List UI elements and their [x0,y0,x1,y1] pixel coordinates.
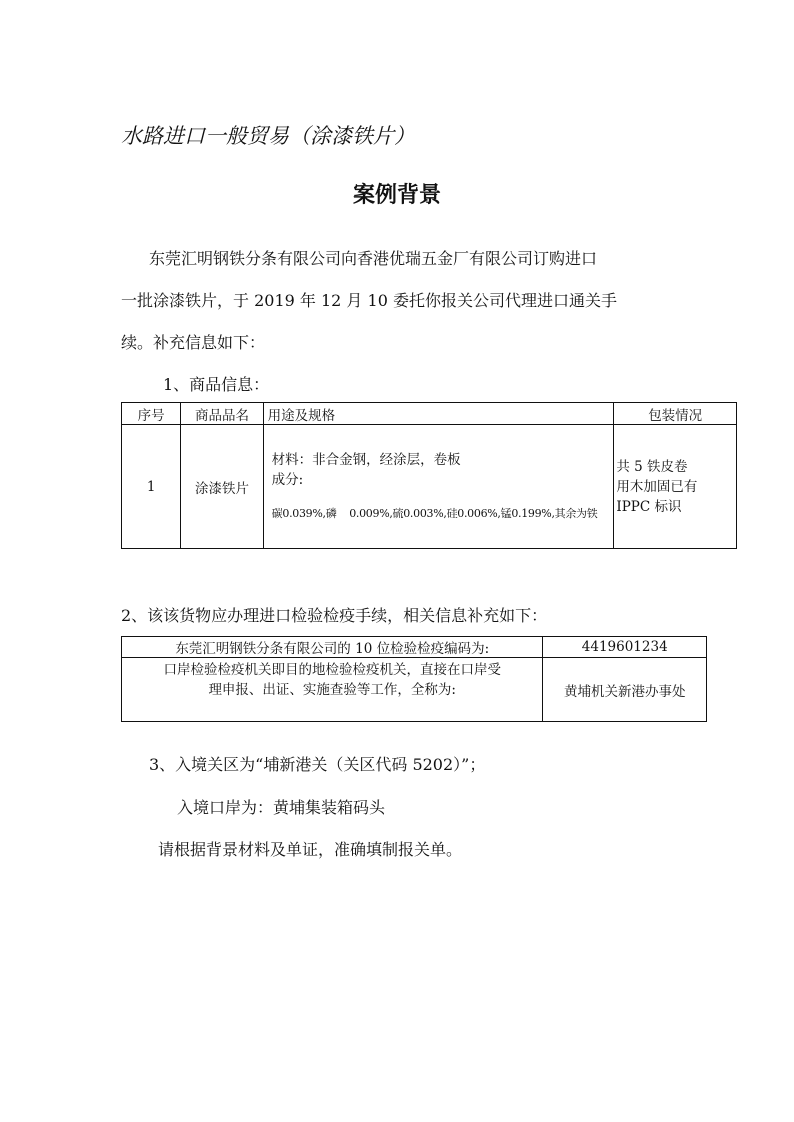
cell-packing [614,425,737,549]
packing-line-2: 用木加固已有 [616,478,698,495]
goods-table [121,402,737,549]
header-spec: 用途及规格 [263,403,614,425]
spec-composition: 碳0.039%,磷 0.009%,硫0.003%,硅0.006%,锰0.199%,其余为铁 [271,506,598,520]
cell-spec [263,425,614,549]
header-no: 序号 [122,403,181,425]
document-title: 水路进口一般贸易（涂漆铁片） [121,124,415,148]
section-heading: 案例背景 [352,183,441,208]
inspection-code-label: 东莞汇明钢铁分条有限公司的 10 位检验检疫编码为: [122,637,543,658]
intro-line-3: 续。补充信息如下： [121,333,266,352]
goods-table-header-row [122,403,737,425]
spec-composition-label: 成分: [271,471,304,488]
inspection-authority-line-2: 理申报、出证、实施查验等工作，全称为: [208,682,456,698]
cell-name: 涂漆铁片 [181,425,263,549]
intro-line-2: 一批涂漆铁片，于 2019 年 12 月 10 委托你报关公司代理进口通关手 [121,291,617,310]
header-packing: 包装情况 [614,403,737,425]
cell-no: 1 [122,425,181,549]
inspection-authority-line-1: 口岸检验检疫机关即目的地检验检疫机关，直接在口岸受 [163,662,501,678]
inspection-table [121,636,707,722]
table-row [122,658,707,722]
section2-label: 2、该该货物应办理进口检验检疫手续，相关信息补充如下： [121,606,548,625]
table-row [122,425,737,549]
intro-line-1: 东莞汇明钢铁分条有限公司向香港优瑞五金厂有限公司订购进口 [149,249,598,268]
packing-line-3: IPPC 标识 [616,498,682,515]
header-name: 商品品名 [181,403,263,425]
table-row [122,637,707,658]
inspection-code-value: 4419601234 [543,637,707,658]
section1-label: 1、商品信息： [163,375,270,394]
inspection-authority-label [122,658,543,722]
inspection-authority-value: 黄埔机关新港办事处 [543,658,707,722]
section3-line: 3、入境关区为“埔新港关（关区代码 5202）”； [149,755,486,774]
spec-material: 材料：非合金钢，经涂层，卷板 [271,451,461,468]
port-line: 入境口岸为：黄埔集装箱码头 [177,798,386,817]
closing-line: 请根据背景材料及单证，准确填制报关单。 [158,840,463,859]
packing-line-1: 共 5 铁皮卷 [616,458,688,475]
